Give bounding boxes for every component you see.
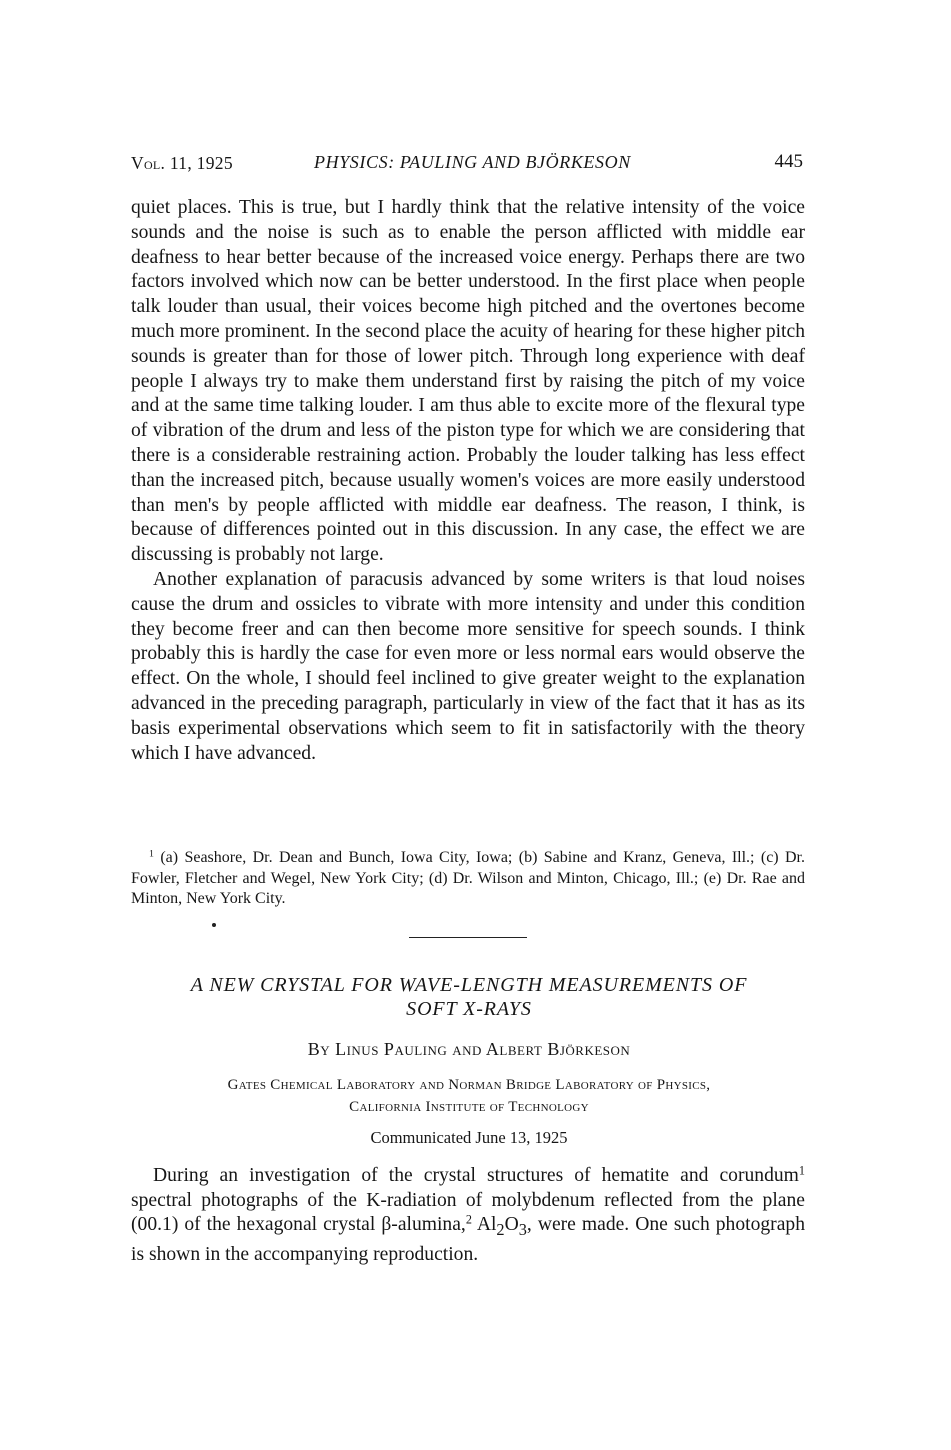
text-run: During an investigation of the crystal structures of hematite and corundum [153, 1165, 799, 1186]
text-run: , were made. One such photograph is shown in the accompanying reproduction. [131, 1214, 805, 1265]
paragraph: Another explanation of paracusis advanced by some writers is that loud noises cause the drum and ossicles to vibrate with more intensity and under this condition they become freer and can then become more sensitive for speech sounds. I think probably this is hardly the case for even more or less normal ears would observe the effect. On the whole, I should feel inclined to give greater weight to the explanation advanced in the preceding paragraph, particularly in view of the fact that it has as its basis experimental observations which seem to fit in satisfactorily with the theory which I have advanced. [131, 568, 805, 764]
footnote [131, 848, 805, 910]
ink-speck [212, 923, 216, 927]
title-line: SOFT X-RAYS [406, 998, 532, 1020]
text-run: Al [471, 1214, 497, 1236]
text-run: O [504, 1214, 519, 1236]
text-run: spectral photographs of the K-radiation of molybdenum reflected from the plane (00.1) of the hexagonal crystal β-alumina, [131, 1189, 805, 1236]
author-byline: By Linus Pauling and Albert Björkeson [307, 1039, 631, 1059]
continued-article-body [131, 196, 805, 766]
page-number: 445 [774, 151, 803, 172]
footnote-ref: 1 [798, 1163, 805, 1178]
running-title: PHYSICS: PAULING AND BJÖRKESON [314, 152, 631, 172]
affiliation [131, 1074, 807, 1118]
affiliation-line: California Institute of Technology [349, 1099, 589, 1115]
page-header [131, 151, 807, 177]
article-body [131, 1164, 805, 1267]
communicated-date: Communicated June 13, 1925 [370, 1128, 568, 1147]
paragraph [131, 1164, 805, 1267]
footnote-content: (a) Seashore, Dr. Dean and Bunch, Iowa City, Iowa; (b) Sabine and Kranz, Geneva, Ill.; (c) Dr. Fowler, Fletcher and Wegel, New York City; (d) Dr. Wilson and Minton, Chicago, Ill.; (e) Dr. Rae and Minton, New York City. [131, 849, 805, 907]
affiliation-line: Gates Chemical Laboratory and Norman Bridge Laboratory of Physics, [227, 1077, 711, 1093]
volume-info: Vol. 11, 1925 [131, 153, 233, 173]
footnote-text [131, 848, 805, 910]
article-title [131, 973, 807, 1021]
section-divider [409, 937, 527, 938]
paragraph: quiet places. This is true, but I hardly think that the relative intensity of the voice sounds and the noise is such as to enable the person afflicted with middle ear deafness to hear better because of the increased voice energy. Perhaps there are two factors involved which now can be better understood. In the first place when people talk louder than usual, their voices become high pitched and the overtones become much more prominent. In the second place the acuity of hearing for these higher pitch sounds is greater than for those of lower pitch. Through long experience with deaf people I always try to make them understand first by raising the pitch of my voice and at the same time talking louder. I am thus able to excite more of the flexural type of vibration of the drum and less of the piston type for which we are considering that there is a considerable restraining action. Probably the louder talking has less effect than the increased pitch, because usually women's voices are more easily understood than men's by people afflicted with middle ear deafness. The reason, I think, is because of differences pointed out in this discussion. In any case, the effect we are discussing is probably not large. [131, 197, 805, 566]
footnote-ref: 2 [465, 1212, 472, 1227]
footnote-marker: 1 [149, 848, 154, 860]
subscript: 2 [496, 1220, 505, 1240]
title-line: A NEW CRYSTAL FOR WAVE-LENGTH MEASUREMENTS OF [190, 974, 748, 996]
subscript: 3 [518, 1220, 527, 1240]
